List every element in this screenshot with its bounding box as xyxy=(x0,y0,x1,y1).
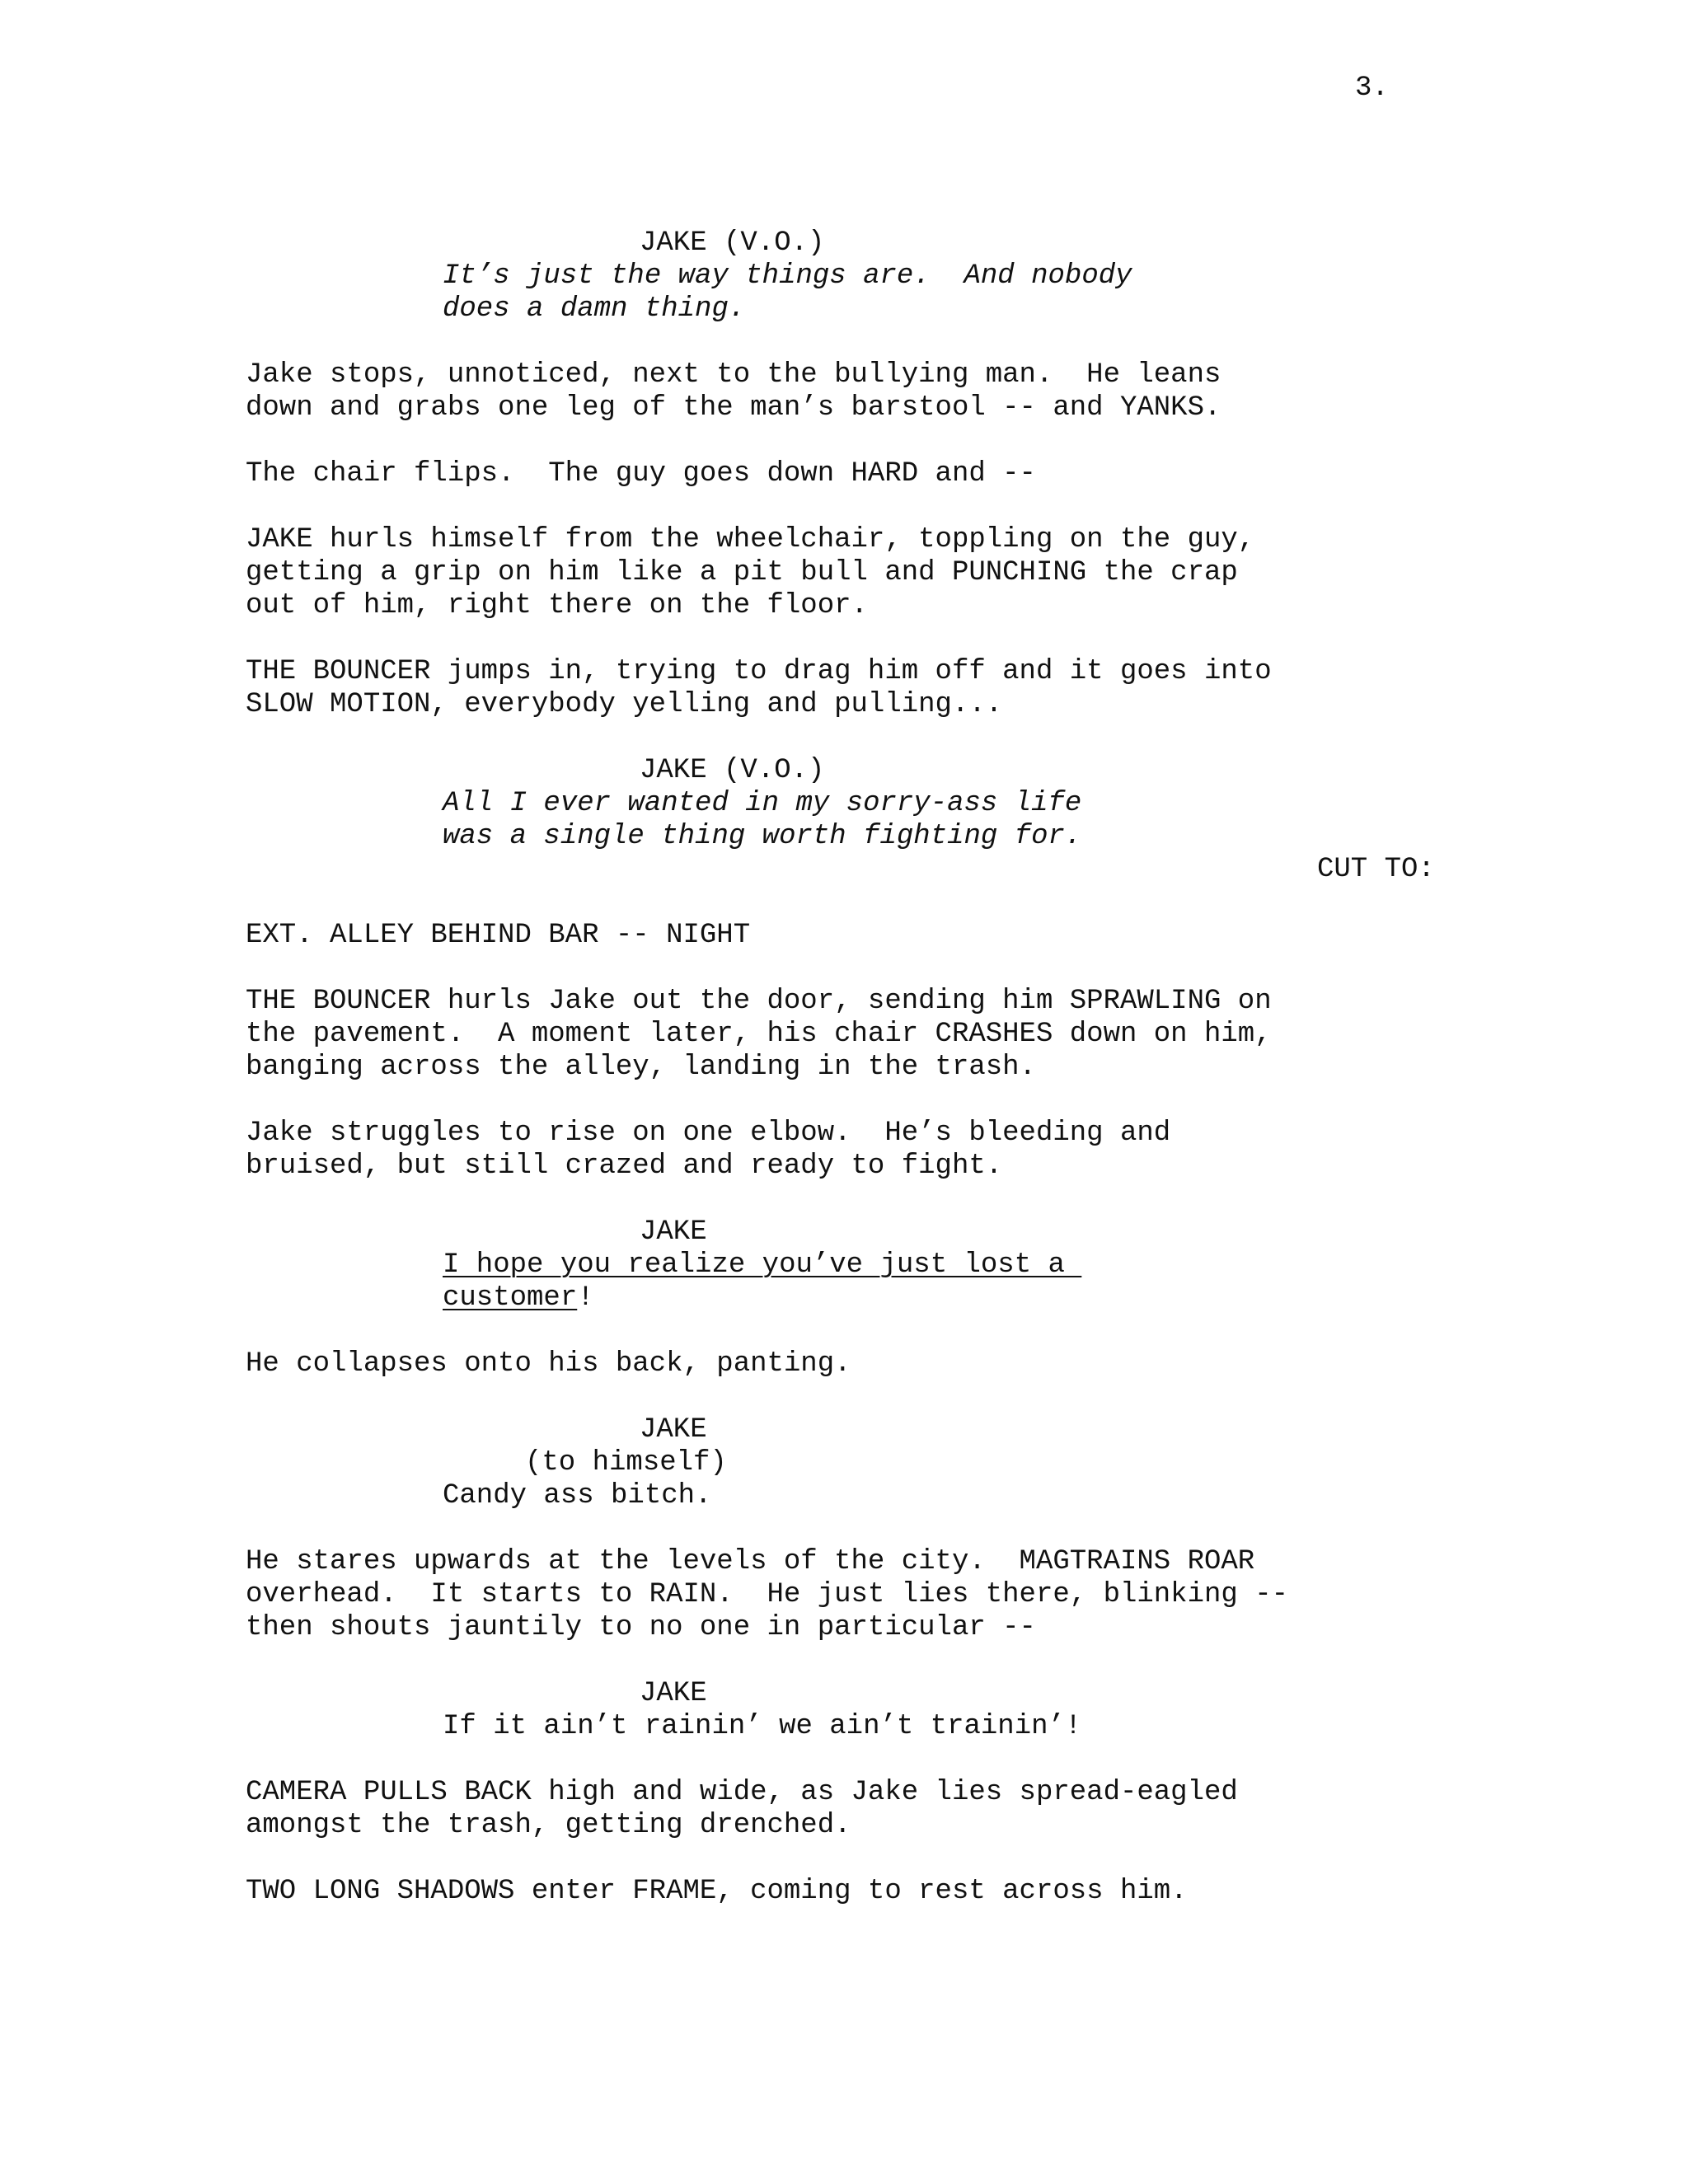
character-cue: JAKE (V.O.) xyxy=(640,227,825,259)
action-line: Jake stops, unnoticed, next to the bullying man. He leans xyxy=(246,359,1221,391)
character-cue: JAKE xyxy=(640,1216,707,1248)
action-line: the pavement. A moment later, his chair CRASHES down on him, xyxy=(246,1019,1272,1050)
action-line: JAKE hurls himself from the wheelchair, toppling on the guy, xyxy=(246,524,1255,555)
dialogue-line: All I ever wanted in my sorry-ass life xyxy=(443,788,1082,819)
dialogue-underlined-word: customer xyxy=(443,1282,578,1314)
action-line: then shouts jauntily to no one in particular -- xyxy=(246,1612,1036,1643)
character-cue: JAKE xyxy=(640,1678,707,1709)
action-line: banging across the alley, landing in the trash. xyxy=(246,1052,1036,1083)
action-line: He stares upwards at the levels of the city. MAGTRAINS ROAR xyxy=(246,1546,1255,1577)
action-line: amongst the trash, getting drenched. xyxy=(246,1810,851,1841)
action-line: Jake struggles to rise on one elbow. He’s bleeding and xyxy=(246,1118,1171,1149)
transition: CUT TO: xyxy=(1317,854,1435,885)
dialogue-line: was a single thing worth fighting for. xyxy=(443,821,1082,852)
action-line: CAMERA PULLS BACK high and wide, as Jake lies spread-eagled xyxy=(246,1777,1238,1808)
action-line: SLOW MOTION, everybody yelling and pulling... xyxy=(246,689,1003,720)
dialogue-line: I hope you realize you’ve just lost a xyxy=(443,1249,1082,1281)
action-line: THE BOUNCER hurls Jake out the door, sending him SPRAWLING on xyxy=(246,986,1272,1017)
action-line: overhead. It starts to RAIN. He just lies there, blinking -- xyxy=(246,1579,1289,1610)
action-line: He collapses onto his back, panting. xyxy=(246,1348,851,1380)
dialogue-line xyxy=(443,1282,594,1315)
action-line: getting a grip on him like a pit bull and PUNCHING the crap xyxy=(246,557,1238,588)
dialogue-line: does a damn thing. xyxy=(443,293,746,325)
dialogue-line: Candy ass bitch. xyxy=(443,1480,712,1511)
scene-heading: EXT. ALLEY BEHIND BAR -- NIGHT xyxy=(246,920,751,951)
action-line: TWO LONG SHADOWS enter FRAME, coming to rest across him. xyxy=(246,1876,1188,1907)
character-cue: JAKE (V.O.) xyxy=(640,755,825,786)
action-line: THE BOUNCER jumps in, trying to drag him off and it goes into xyxy=(246,656,1272,687)
action-line: down and grabs one leg of the man’s barstool -- and YANKS. xyxy=(246,392,1221,424)
action-line: bruised, but still crazed and ready to fight. xyxy=(246,1151,1003,1182)
dialogue-line: If it ain’t rainin’ we ain’t trainin’! xyxy=(443,1711,1082,1742)
action-line: The chair flips. The guy goes down HARD and -- xyxy=(246,458,1036,490)
dialogue-punctuation: ! xyxy=(577,1282,594,1314)
page-number: 3. xyxy=(1355,73,1389,104)
action-line: out of him, right there on the floor. xyxy=(246,590,868,621)
dialogue-line: It’s just the way things are. And nobody xyxy=(443,260,1132,292)
parenthetical: (to himself) xyxy=(525,1447,727,1479)
character-cue: JAKE xyxy=(640,1414,707,1446)
